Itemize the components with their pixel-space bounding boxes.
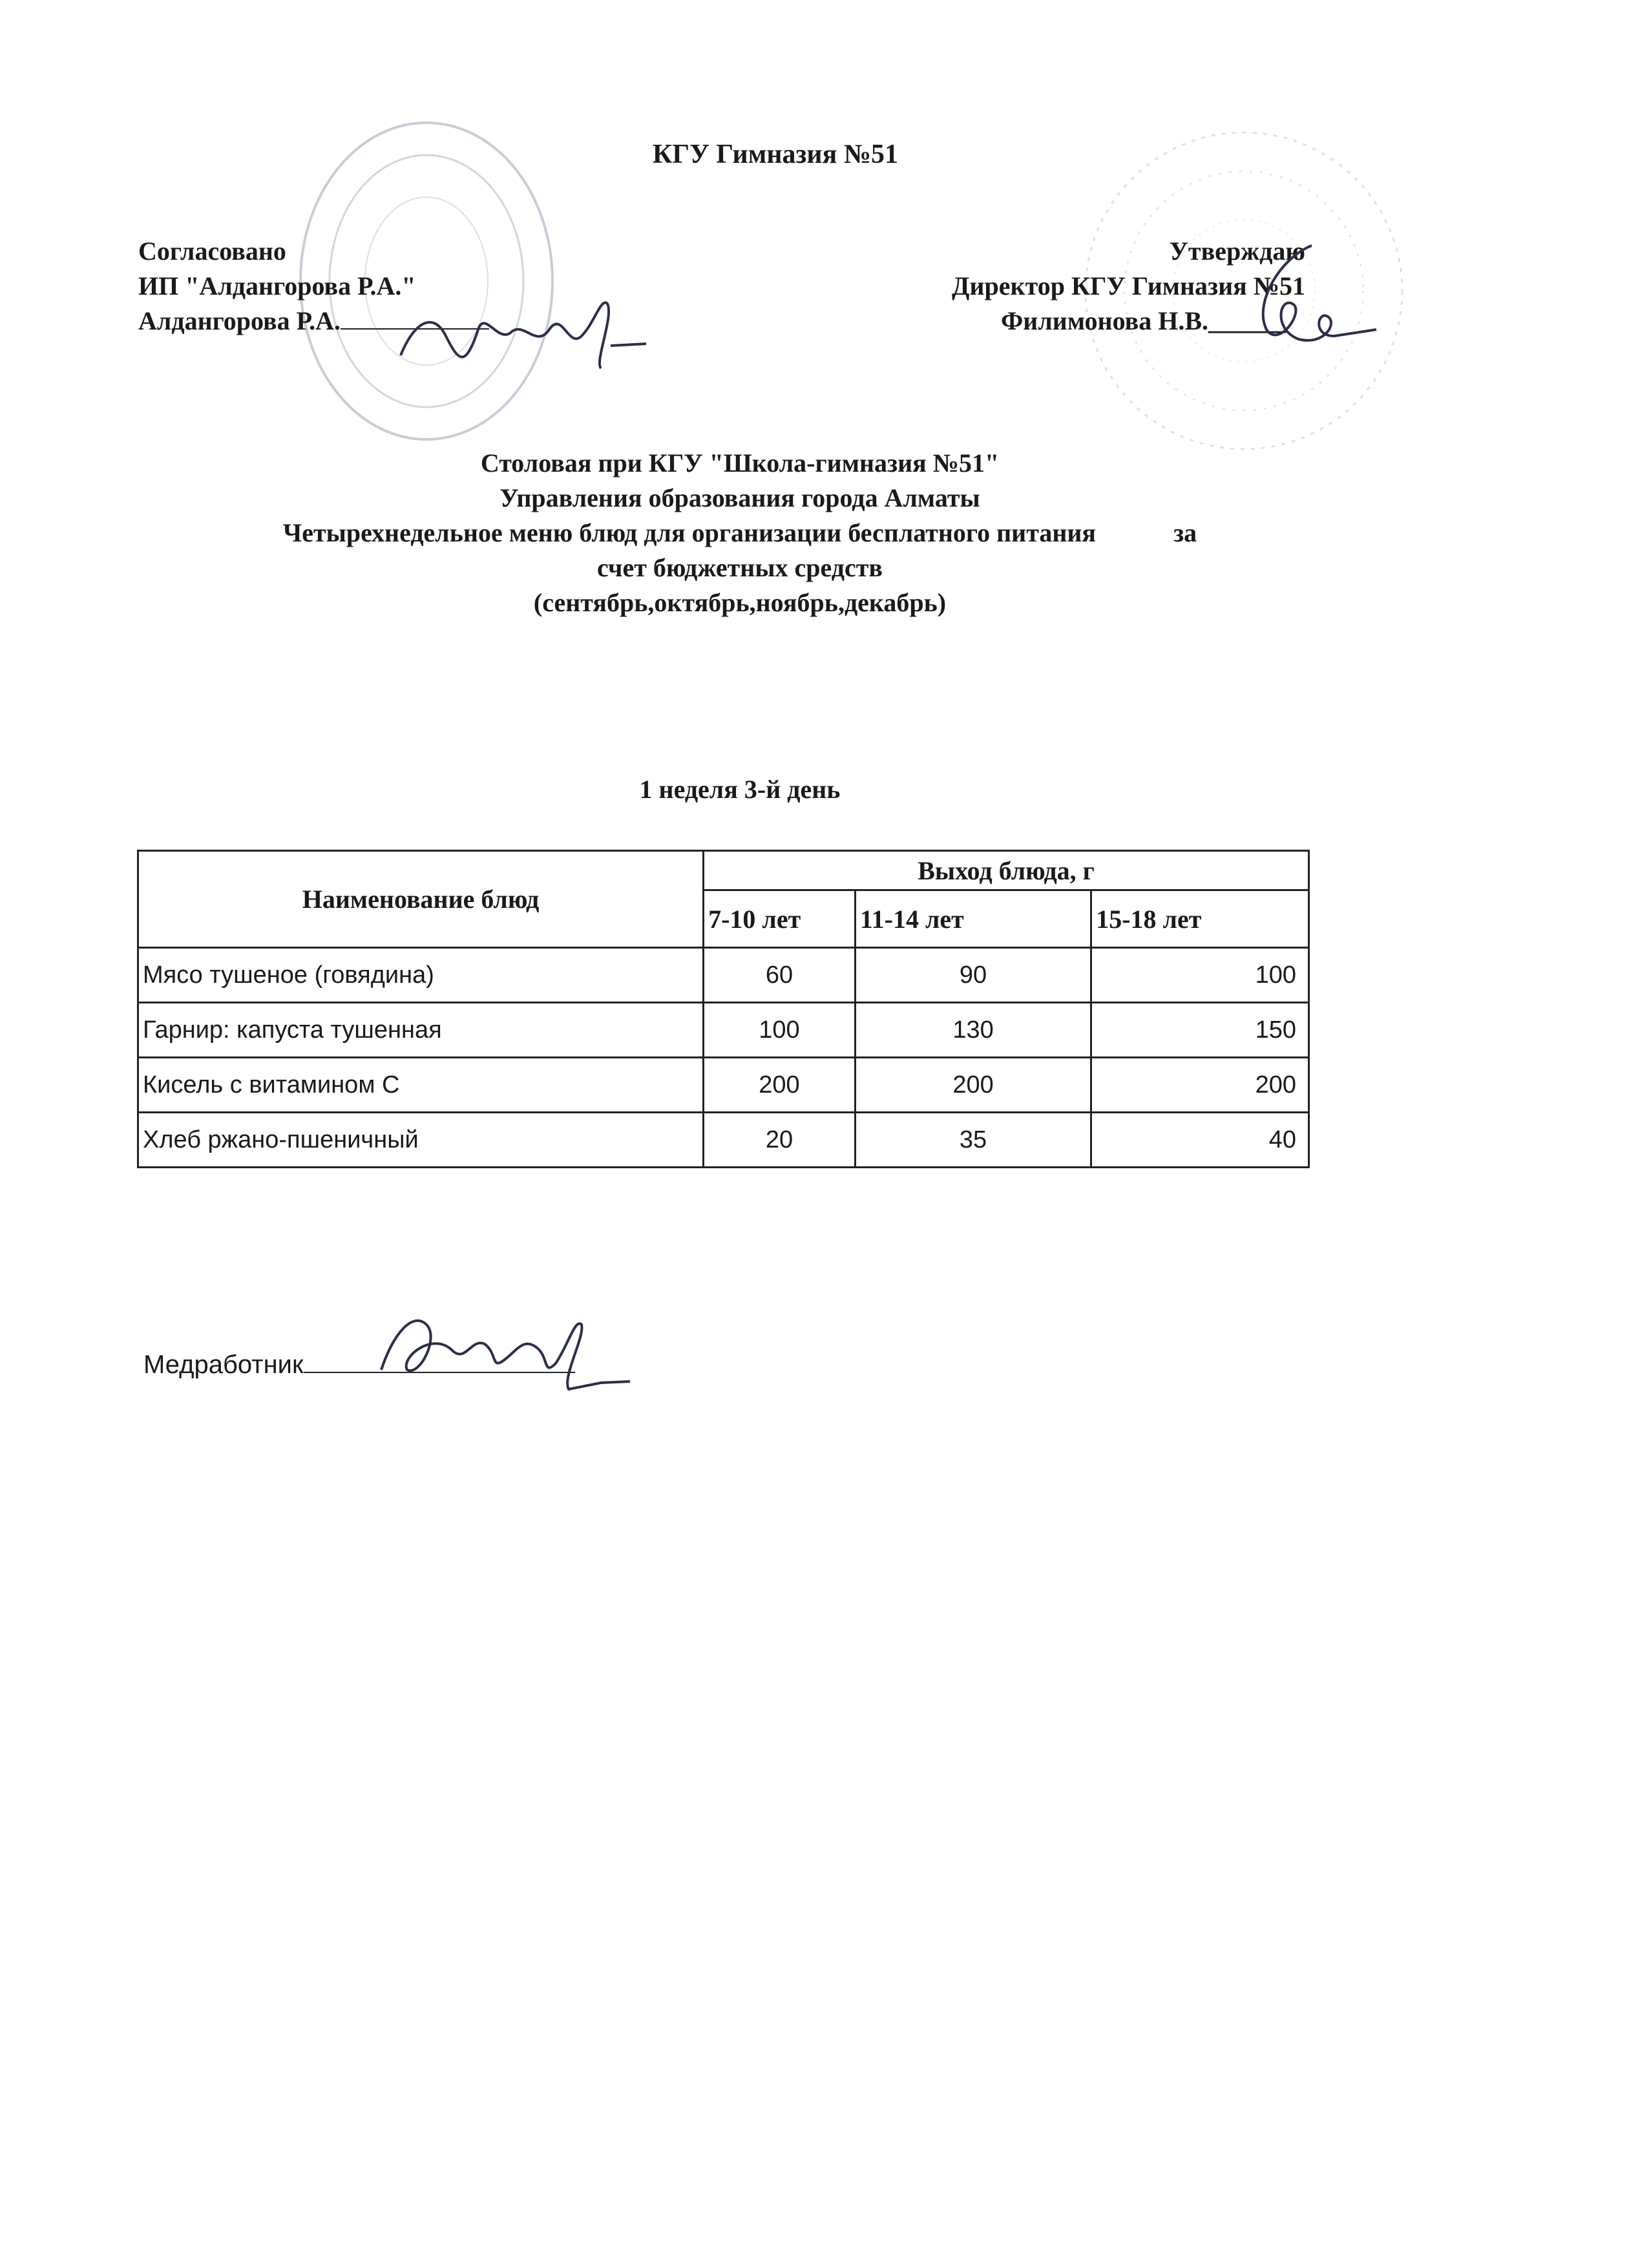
signature-left bbox=[388, 284, 659, 381]
medworker-label: Медработник bbox=[143, 1350, 304, 1379]
title-line-2: Управления образования города Алматы bbox=[499, 483, 980, 512]
col-yield-header: Выход блюда, г bbox=[704, 851, 1309, 890]
menu-title-block bbox=[0, 446, 1480, 620]
col-age-11-14: 11-14 лет bbox=[855, 890, 1091, 948]
table-row bbox=[138, 1113, 1309, 1168]
agreed-label: Согласовано bbox=[138, 236, 286, 266]
signature-right bbox=[1215, 233, 1383, 362]
yield-15-18: 200 bbox=[1091, 1058, 1309, 1113]
agreed-person: Алдангорова Р.А. bbox=[138, 304, 489, 339]
signature-medworker bbox=[362, 1292, 633, 1402]
dish-name: Хлеб ржано-пшеничный bbox=[138, 1113, 704, 1168]
dish-name: Кисель с витамином С bbox=[138, 1058, 704, 1113]
approve-position: Директор КГУ Гимназия №51 bbox=[951, 271, 1305, 300]
yield-11-14: 90 bbox=[855, 948, 1091, 1003]
dish-name: Гарнир: капуста тушенная bbox=[138, 1003, 704, 1058]
col-age-7-10: 7-10 лет bbox=[704, 890, 856, 948]
table-row bbox=[138, 1003, 1309, 1058]
yield-15-18: 150 bbox=[1091, 1003, 1309, 1058]
table-row bbox=[138, 948, 1309, 1003]
menu-table bbox=[137, 850, 1310, 1168]
yield-11-14: 200 bbox=[855, 1058, 1091, 1113]
title-line-4: счет бюджетных средств bbox=[596, 553, 883, 582]
yield-7-10: 60 bbox=[704, 948, 856, 1003]
yield-7-10: 200 bbox=[704, 1058, 856, 1113]
approve-label: Утверждаю bbox=[1169, 236, 1305, 266]
title-line-3: Четырехнедельное меню блюд для организации бесплатного питания за bbox=[282, 518, 1197, 547]
col-age-15-18: 15-18 лет bbox=[1091, 890, 1309, 948]
col-dish-name-header: Наименование блюд bbox=[138, 851, 704, 948]
yield-7-10: 100 bbox=[704, 1003, 856, 1058]
org-title: КГУ Гимназия №51 bbox=[652, 140, 899, 169]
table-row bbox=[138, 1058, 1309, 1113]
yield-7-10: 20 bbox=[704, 1113, 856, 1168]
dish-name: Мясо тушеное (говядина) bbox=[138, 948, 704, 1003]
yield-11-14: 35 bbox=[855, 1113, 1091, 1168]
approve-person: Филимонова Н.В.______ bbox=[1000, 306, 1286, 335]
yield-15-18: 40 bbox=[1091, 1113, 1309, 1168]
title-line-1: Столовая при КГУ "Школа-гимназия №51" bbox=[480, 448, 1000, 478]
yield-15-18: 100 bbox=[1091, 948, 1309, 1003]
agreed-org: ИП "Алдангорова Р.А." bbox=[138, 271, 416, 300]
week-day-heading: 1 неделя 3-й день bbox=[639, 775, 841, 804]
yield-11-14: 130 bbox=[855, 1003, 1091, 1058]
title-line-5: (сентябрь,октябрь,ноябрь,декабрь) bbox=[533, 588, 947, 617]
table-header-row bbox=[138, 851, 1309, 890]
